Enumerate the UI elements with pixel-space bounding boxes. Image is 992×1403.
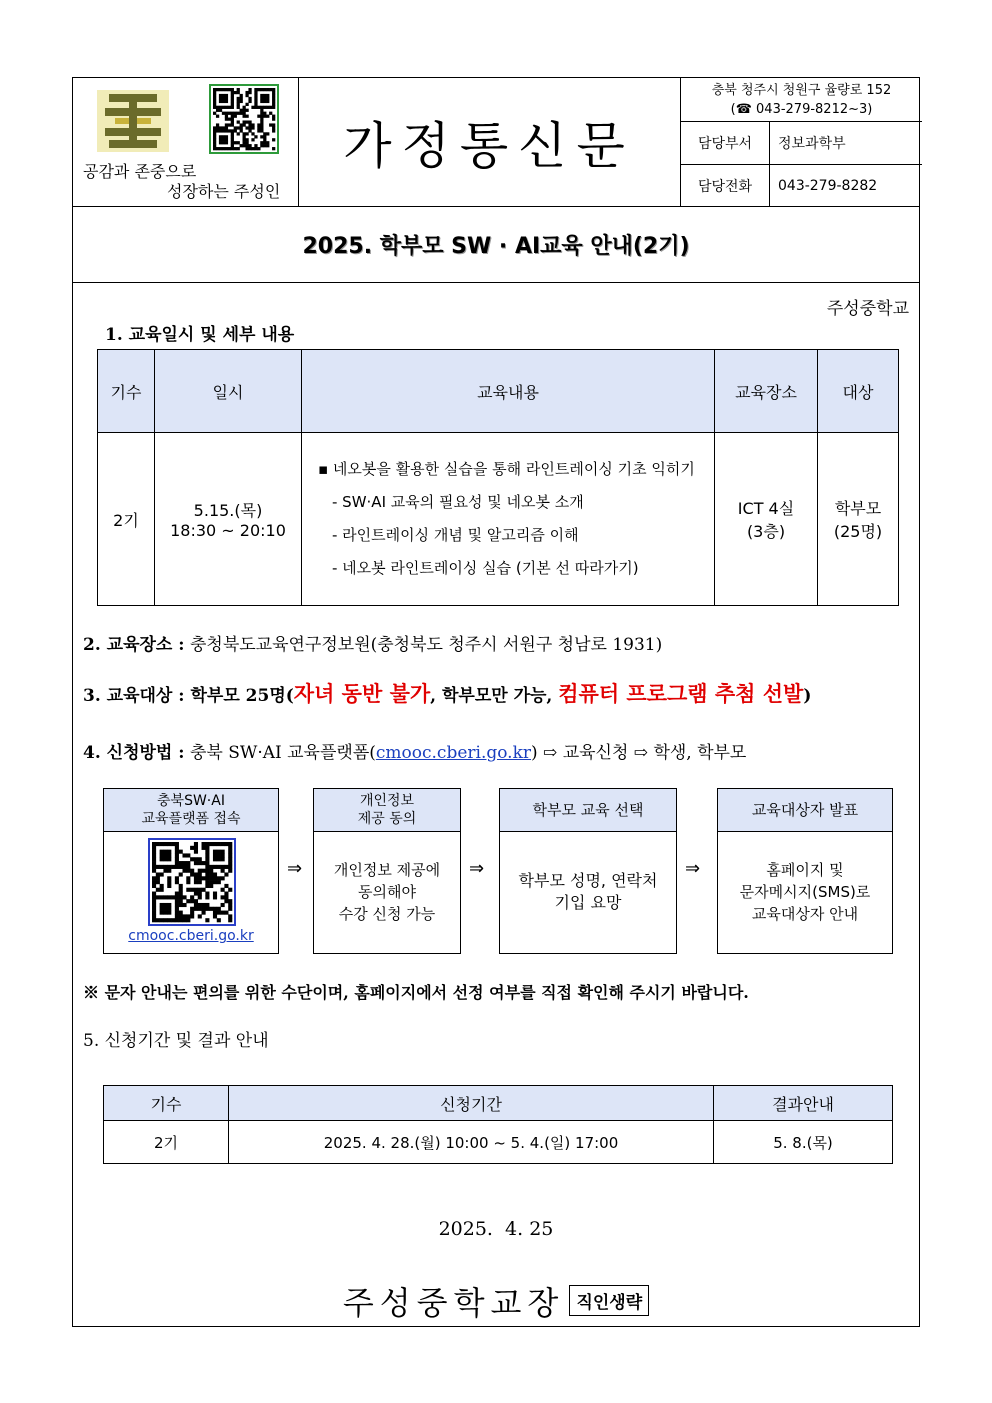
document-frame — [72, 77, 920, 1327]
step1-body — [104, 832, 278, 954]
step2-body — [314, 832, 460, 952]
cell-cohort: 2기 — [104, 1121, 229, 1164]
section3-text1: 학부모 25명( — [190, 686, 294, 706]
step2-header — [314, 789, 460, 832]
notice-text: ※ 문자 안내는 편의를 위한 수단이며, 홈페이지에서 선정 여부를 직접 확인해 주시기 바랍니다. — [83, 983, 749, 1002]
col-place: 교육장소 — [715, 350, 818, 433]
cell-cohort: 2기 — [98, 433, 155, 606]
section1-title: 1. 교육일시 및 세부 내용 — [105, 325, 295, 345]
cell-datetime — [155, 433, 302, 606]
principal-name: 주성중학교장 — [342, 1284, 565, 1322]
step2-body3: 수강 신청 가능 — [338, 905, 436, 923]
step-privacy-consent — [313, 788, 461, 954]
period-header-row — [104, 1086, 893, 1121]
slogan-line1: 공감과 존중으로 — [83, 162, 197, 181]
qr-code-icon — [209, 84, 279, 154]
platform-link[interactable]: cmooc.cberi.go.kr — [375, 743, 532, 763]
signature-block — [73, 1278, 919, 1324]
period-table — [103, 1085, 893, 1164]
col-datetime: 일시 — [155, 350, 302, 433]
step2-body2: 동의해야 — [358, 883, 416, 901]
step2-head2: 제공 동의 — [357, 811, 417, 827]
section4-line — [83, 738, 746, 763]
section4-text2: ) ⇨ 교육신청 ⇨ 학생, 학부모 — [531, 743, 747, 763]
content-item: - SW·AI 교육의 필요성 및 네오봇 소개 — [332, 493, 584, 511]
cell-content — [302, 433, 715, 606]
schedule-table — [97, 349, 899, 606]
step3-body2: 기입 요망 — [554, 893, 622, 912]
logo-cell — [73, 78, 299, 206]
step4-body1: 홈페이지 및 — [766, 861, 844, 879]
phone-main: (☎ 043-279-8212~3) — [730, 102, 873, 117]
target-line2: (25명) — [833, 522, 883, 541]
header — [73, 78, 919, 207]
seal-omitted: 직인생략 — [569, 1285, 649, 1316]
school-address — [681, 78, 922, 122]
section4-text1: 충북 SW·AI 교육플랫폼( — [189, 743, 376, 763]
tel-value: 043-279-8282 — [778, 178, 878, 194]
step1-head2: 교육플랫폼 접속 — [141, 811, 241, 827]
step4-body — [718, 832, 892, 952]
step3-header — [500, 789, 676, 832]
subject-title: 2025. 학부모 SW · AI교육 안내(2기) — [73, 206, 919, 283]
dept-label: 담당부서 — [681, 122, 770, 164]
step-arrow: ⇒ — [469, 858, 485, 879]
dept-row — [681, 122, 922, 165]
section3-label: 3. 교육대상 : — [83, 686, 185, 706]
step3-head1: 학부모 교육 선택 — [532, 801, 644, 819]
content-item: - 라인트레이싱 개념 및 알고리즘 이해 — [332, 526, 579, 544]
col-result: 결과안내 — [714, 1086, 893, 1121]
tel-row — [681, 165, 922, 207]
section2-line — [83, 630, 662, 655]
section3-red2: 컴퓨터 프로그램 추첨 선발 — [558, 681, 804, 706]
section3-text2: , 학부모만 가능, — [430, 686, 559, 706]
school-emblem-icon — [95, 88, 171, 154]
schedule-header-row — [98, 350, 899, 433]
cell-result: 5. 8.(목) — [714, 1121, 893, 1164]
step1-link[interactable]: cmooc.cberi.go.kr — [128, 928, 254, 944]
content-main: ▪ 네오봇을 활용한 실습을 통해 라인트레이싱 기초 익히기 — [318, 460, 695, 478]
step4-body2: 문자메시지(SMS)로 — [739, 883, 871, 901]
doc-title: 가정통신문 — [343, 117, 635, 175]
step2-head1: 개인정보 — [359, 793, 415, 809]
step3-body — [500, 832, 676, 952]
step-arrow: ⇒ — [287, 858, 303, 879]
step1-header — [104, 789, 278, 832]
step3-body1: 학부모 성명, 연락처 — [518, 871, 658, 890]
contact-info — [680, 78, 922, 206]
step-parent-selection — [499, 788, 677, 954]
target-line1: 학부모 — [834, 499, 882, 518]
issue-date: 2025. 4. 25 — [438, 1218, 554, 1240]
section2-label: 2. 교육장소 : — [83, 635, 185, 655]
step-platform-access — [103, 788, 279, 954]
step4-body3: 교육대상자 안내 — [751, 905, 859, 923]
section3-red1: 자녀 동반 불가 — [293, 681, 431, 706]
content-item: - 네오봇 라인트레이싱 실습 (기본 선 따라가기) — [332, 559, 639, 577]
section3-line — [83, 678, 811, 708]
school-slogan — [83, 162, 280, 202]
section2-text: 충청북도교육연구정보원(충청북도 청주시 서원구 청남로 1931) — [189, 635, 663, 655]
period-row — [104, 1121, 893, 1164]
cell-date: 5.15.(목) — [193, 501, 263, 520]
schedule-row — [98, 433, 899, 606]
step-announcement — [717, 788, 893, 954]
address-text: 충북 청주시 청원구 율량로 152 — [711, 83, 892, 98]
step4-header — [718, 789, 892, 832]
cell-place — [715, 433, 818, 606]
school-name: 주성중학교 — [826, 299, 909, 319]
col-content: 교육내용 — [302, 350, 715, 433]
col-period: 신청기간 — [229, 1086, 714, 1121]
col-cohort: 기수 — [104, 1086, 229, 1121]
section3-text3: ) — [803, 686, 812, 706]
col-cohort: 기수 — [98, 350, 155, 433]
dept-value: 정보과학부 — [778, 136, 846, 152]
cell-target — [818, 433, 899, 606]
place-line2: (3층) — [746, 522, 786, 541]
step2-body1: 개인정보 제공에 — [333, 861, 441, 879]
section4-label: 4. 신청방법 : — [83, 743, 185, 763]
step4-head1: 교육대상자 발표 — [751, 801, 859, 819]
col-target: 대상 — [818, 350, 899, 433]
step1-head1: 충북SW·AI — [157, 793, 225, 809]
platform-qr-icon — [148, 838, 236, 926]
place-line1: ICT 4실 — [737, 499, 795, 518]
step-arrow: ⇒ — [685, 858, 701, 879]
section5-title: 5. 신청기간 및 결과 안내 — [83, 1031, 269, 1051]
slogan-line2: 성장하는 주성인 — [167, 182, 281, 201]
cell-time: 18:30 ~ 20:10 — [170, 521, 286, 540]
cell-period: 2025. 4. 28.(월) 10:00 ~ 5. 4.(일) 17:00 — [229, 1121, 714, 1164]
tel-label: 담당전화 — [681, 165, 770, 207]
